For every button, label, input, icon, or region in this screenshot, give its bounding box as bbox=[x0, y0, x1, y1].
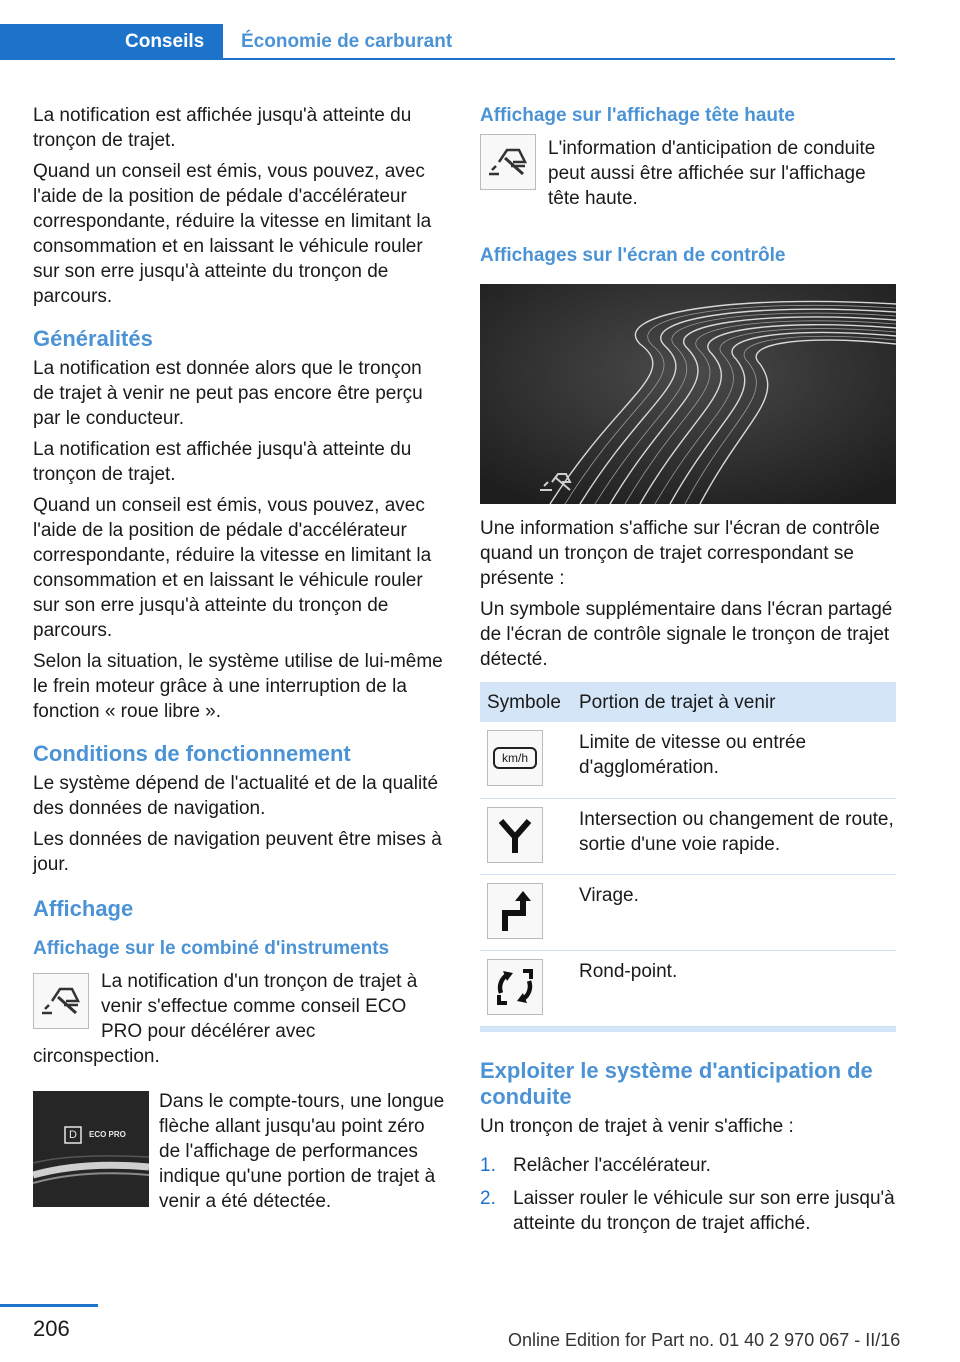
kmh-icon-label: km/h bbox=[493, 747, 537, 769]
heading-hud: Affichage sur l'affichage tête haute bbox=[480, 105, 795, 126]
heading-combine: Affichage sur le combiné d'instruments bbox=[33, 938, 390, 959]
header-rule bbox=[223, 58, 895, 60]
paragraph: Un symbole supplémentaire dans l'écran partagé de l'écran de contrôle signale le tronçon de trajet détecté. bbox=[480, 599, 893, 670]
paragraph: Dans le compte-tours, une longue flèche allant jusqu'au point zéro de l'affichage de performances indique qu'une portion de trajet à venir a été détectée. bbox=[159, 1091, 445, 1212]
paragraph: L'information d'anticipation de conduite peut aussi être affichée sur l'affichage tête haute. bbox=[548, 138, 876, 209]
heading-exploiter: Exploiter le système d'anticipation de conduite bbox=[480, 1057, 873, 1109]
control-display-image bbox=[480, 284, 896, 504]
paragraph: Selon la situation, le système utilise de lui-même le frein moteur grâce à une interruption de la fonction « roue libre ». bbox=[33, 651, 443, 722]
intersection-icon bbox=[487, 807, 543, 863]
col-header-symbol: Symbole bbox=[480, 682, 572, 722]
section-tab[interactable] bbox=[0, 24, 223, 60]
heading-affichage: Affichage bbox=[33, 896, 134, 921]
steps-list bbox=[480, 1153, 896, 1236]
gauge-mode: ECO PRO bbox=[89, 1130, 126, 1139]
footer-rule bbox=[0, 1304, 98, 1307]
step-text: Laisser rouler le véhicule sur son erre jusqu'à atteinte du tronçon de trajet affiché. bbox=[513, 1187, 895, 1234]
table-end-rule bbox=[480, 1027, 896, 1032]
table-row bbox=[480, 722, 896, 798]
section-label: Conseils bbox=[125, 31, 205, 52]
paragraph: Quand un conseil est émis, vous pouvez, avec l'aide de la position de pédale d'accélérateur correspondante, réduire la vitesse en limitant la consommation et en laissant le véhicule rouler sur son erre jusqu'à atteinte du tronçon de parcours. bbox=[33, 161, 432, 307]
paragraph: La notification d'un tronçon de trajet à venir s'effectue comme conseil ECO PRO pour décélérer avec circonspection. bbox=[33, 971, 418, 1067]
paragraph: La notification est affichée jusqu'à atteinte du tronçon de trajet. bbox=[33, 439, 412, 485]
table-row bbox=[480, 798, 896, 874]
paragraph: Quand un conseil est émis, vous pouvez, avec l'aide de la position de pédale d'accélérateur correspondante, réduire la vitesse en limitant la consommation et en laissant le véhicule rouler sur son erre jusqu'à atteinte du tronçon de parcours. bbox=[33, 495, 432, 641]
page-header bbox=[0, 24, 895, 62]
list-item bbox=[480, 1186, 896, 1236]
table-cell: Rond-point. bbox=[572, 950, 896, 1026]
table-cell: Intersection ou changement de route, sortie d'une voie rapide. bbox=[572, 798, 896, 874]
col-header-portion: Portion de trajet à venir bbox=[572, 682, 896, 722]
heading-generalites: Généralités bbox=[33, 326, 153, 351]
table-cell: Limite de vitesse ou entrée d'agglomération. bbox=[572, 722, 896, 798]
eco-pro-gauge-image bbox=[33, 1091, 149, 1207]
heading-ecran: Affichages sur l'écran de contrôle bbox=[480, 245, 786, 266]
step-text: Relâcher l'accélérateur. bbox=[513, 1154, 711, 1176]
page-number: 206 bbox=[33, 1316, 70, 1341]
step-number: 2. bbox=[480, 1187, 496, 1209]
eco-coasting-icon bbox=[480, 134, 536, 190]
table-header-row bbox=[480, 682, 896, 722]
roundabout-icon bbox=[487, 959, 543, 1015]
paragraph: Le système dépend de l'actualité et de la qualité des données de navigation. bbox=[33, 773, 439, 819]
paragraph: Un tronçon de trajet à venir s'affiche : bbox=[480, 1115, 794, 1137]
list-item bbox=[480, 1153, 896, 1178]
heading-conditions: Conditions de fonctionnement bbox=[33, 741, 351, 766]
subsection-label[interactable]: Économie de carburant bbox=[241, 31, 453, 52]
left-column bbox=[33, 103, 446, 1220]
table-cell: Virage. bbox=[572, 874, 896, 950]
gauge-gear: D bbox=[69, 1129, 77, 1141]
edition-note: Online Edition for Part no. 01 40 2 970 067 - II/16 bbox=[508, 1330, 901, 1350]
eco-coasting-icon bbox=[33, 973, 89, 1029]
right-column bbox=[480, 103, 896, 1244]
table-row bbox=[480, 874, 896, 950]
curve-icon bbox=[487, 883, 543, 939]
paragraph: Une information s'affiche sur l'écran de contrôle quand un tronçon de trajet correspondant se présente : bbox=[480, 518, 880, 589]
paragraph: La notification est donnée alors que le tronçon de trajet à venir ne peut pas encore être perçu par le conducteur. bbox=[33, 358, 423, 429]
step-number: 1. bbox=[480, 1154, 496, 1176]
table-row bbox=[480, 950, 896, 1026]
kmh-icon bbox=[487, 730, 543, 786]
symbol-table bbox=[480, 682, 896, 1027]
paragraph: Les données de navigation peuvent être mises à jour. bbox=[33, 829, 442, 875]
paragraph: La notification est affichée jusqu'à atteinte du tronçon de trajet. bbox=[33, 105, 412, 151]
